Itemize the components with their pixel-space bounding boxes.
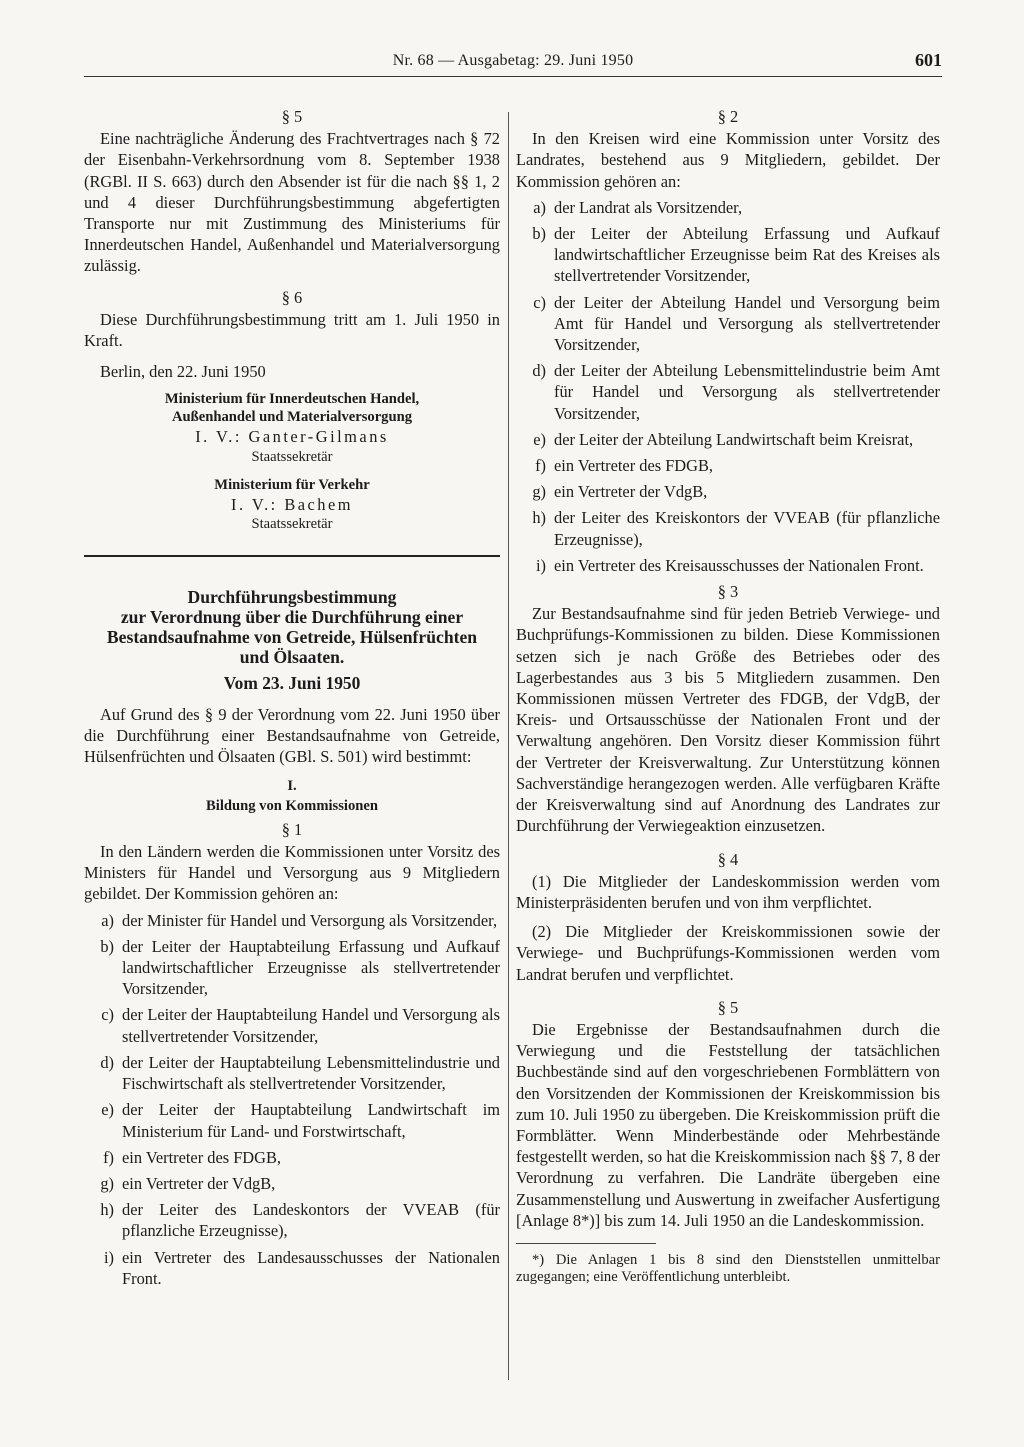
section-4-heading: § 4 xyxy=(717,849,739,869)
item-text: der Leiter der Hauptabteilung Erfassung und Aufkauf landwirtschaftlicher Erzeugnisse als stellvertretender Vorsitzender, xyxy=(122,936,500,999)
section-3-text: Zur Bestandsaufnahme sind für jeden Betrieb Verwiege- und Buchprüfungs-Kommissionen zu bilden. Diese Kommissionen setzen sich je nach Größe des Betriebes oder des Lagerbestandes aus 3 bis 5 Mitgliedern zusammen. Den Kommissionen müssen Vertreter des FDGB, der VdgB, der Kreis- und Ortsausschüsse der Nationalen Front und der Verwaltung angehören. Den Vorsitz dieser Kommission führt der Vertreter der Kreisverwaltung. Zur Unterstützung können Sachverständige herangezogen werden. Alle verfügbaren Kräfte der Kreisverwaltung sind auf Anordnung des Landrates zur Durchführung der Verwiegeaktion einzusetzen. xyxy=(516,604,940,836)
item-label: h) xyxy=(532,508,546,528)
list-item xyxy=(516,429,940,450)
footnote: *) Die Anlagen 1 bis 8 sind den Dienststellen unmittelbar zugegangen; eine Veröffentlichung unterbleibt. xyxy=(516,1251,940,1285)
column-divider xyxy=(508,112,509,1380)
section-1-heading: § 1 xyxy=(281,819,303,839)
document-date: Vom 23. Juni 1950 xyxy=(223,672,361,693)
item-text: ein Vertreter der VdgB, xyxy=(122,1173,276,1193)
list-item xyxy=(516,481,940,502)
list-item xyxy=(84,1052,500,1094)
signer-title: Staatssekretär xyxy=(251,448,333,465)
place-date: Berlin, den 22. Juni 1950 xyxy=(100,362,266,382)
title-line: und Ölsaaten. xyxy=(239,646,345,667)
section-5-heading: § 5 xyxy=(717,997,739,1017)
item-label: g) xyxy=(532,482,546,502)
signature-block-trade xyxy=(84,390,500,465)
title-line: Durchführungsbestimmung xyxy=(187,586,397,607)
item-text: der Leiter der Abteilung Erfassung und Aufkauf landwirtschaftlicher Erzeugnisse beim Rat des Kreises als stellvertretender Vorsitzender, xyxy=(554,224,940,286)
document-title xyxy=(84,587,500,667)
list-item xyxy=(84,1173,500,1194)
item-label: e) xyxy=(533,429,546,449)
item-text: der Leiter der Abteilung Lebensmittelindustrie beim Amt für Handel und Versorgung als stellvertretender Vorsitzender, xyxy=(554,361,940,423)
list-item xyxy=(84,936,500,1000)
part-title: Bildung von Kommissionen xyxy=(206,797,378,814)
item-label: a) xyxy=(101,910,114,930)
item-text: ein Vertreter des FDGB, xyxy=(554,456,714,476)
ministry-name: Ministerium für Verkehr xyxy=(214,476,370,493)
list-item xyxy=(84,1099,500,1141)
list-item xyxy=(516,292,940,356)
list-item xyxy=(516,197,940,218)
list-item xyxy=(516,360,940,424)
item-text: ein Vertreter des Landesausschusses der Nationalen Front. xyxy=(122,1247,500,1288)
list-item xyxy=(84,1147,500,1168)
item-label: f) xyxy=(535,456,546,476)
list-item xyxy=(516,455,940,476)
section-5-text: Eine nachträgliche Änderung des Frachtvertrages nach § 72 der Eisenbahn-Verkehrsordnung vom 8. September 1938 (RGBl. II S. 663) durch den Absender ist für die nach §§ 1, 2 und 4 dieser Durchführungsbestimmung abgefertigten Transporte nur mit Zustimmung des Ministeriums für Innerdeutschen Handel, Außenhandel und Materialversorgung zulässig. xyxy=(84,129,500,276)
list-item xyxy=(516,555,940,576)
issue-line: Nr. 68 — Ausgabetag: 29. Juni 1950 xyxy=(392,52,634,69)
section-2-heading: § 2 xyxy=(717,107,739,126)
list-item xyxy=(516,507,940,549)
ministry-name-cont: Außenhandel und Materialversorgung xyxy=(171,409,412,426)
item-text: der Leiter des Landeskontors der VVEAB (für pflanzliche Erzeugnisse), xyxy=(122,1200,500,1241)
item-label: c) xyxy=(101,1005,114,1025)
ministry-name: Ministerium für Innerdeutschen Handel, xyxy=(164,391,420,408)
section-1-intro: In den Ländern werden die Kommissionen unter Vorsitz des Ministers für Handel und Versorgung aus 9 Mitgliedern gebildet. Der Kommission gehören an: xyxy=(84,842,500,904)
left-column xyxy=(84,106,500,1294)
item-text: der Leiter der Hauptabteilung Lebensmittelindustrie und Fischwirtschaft als stellvertretender Vorsitzender, xyxy=(122,1052,500,1094)
item-text: ein Vertreter der VdgB, xyxy=(554,482,708,502)
item-label: b) xyxy=(532,224,546,244)
signer-name: I. V.: Bachem xyxy=(230,494,354,514)
item-label: f) xyxy=(103,1147,114,1167)
section-2-intro: In den Kreisen wird eine Kommission unter Vorsitz des Landrates, bestehend aus 9 Mitgliedern, gebildet. Der Kommission gehören an: xyxy=(516,129,940,191)
title-line: zur Verordnung über die Durchführung einer xyxy=(120,606,464,627)
signer-name: I. V.: Ganter-Gilmans xyxy=(195,427,389,447)
part-number: I. xyxy=(287,777,297,794)
item-label: b) xyxy=(100,936,114,956)
section-5-heading: § 5 xyxy=(281,107,303,126)
signature-block-transport xyxy=(84,476,500,533)
section-2-list xyxy=(516,197,940,576)
section-3-heading: § 3 xyxy=(717,582,739,602)
item-label: c) xyxy=(533,292,546,312)
item-text: der Leiter des Kreiskontors der VVEAB (für pflanzliche Erzeugnisse), xyxy=(554,508,940,549)
list-item xyxy=(516,223,940,287)
section-6-text: Diese Durchführungsbestimmung tritt am 1. Juli 1950 in Kraft. xyxy=(84,309,500,351)
section-1-list xyxy=(84,910,500,1289)
section-5-text: Die Ergebnisse der Bestandsaufnahmen durch die Verwiegung und die Feststellung der tatsächlichen Buchbestände sind auf den vorgeschriebenen Formblättern von den Vorsitzenden der Kommissionen der Kreiskommission bis zum 10. Juli 1950 zu übergeben. Die Kreiskommission prüft die Formblätter. Wenn Minderbestände oder Mehrbestände festgestellt werden, so hat die Kreiskommission nach §§ 7, 8 der Verordnung zu verfahren. Die Landräte übergeben eine Zusammenstellung und Auswertung in zweifacher Ausfertigung [Anlage 8*)] bis zum 14. Juli 1950 an die Landeskommission. xyxy=(516,1019,940,1230)
item-text: der Leiter der Hauptabteilung Landwirtschaft im Ministerium für Land- und Forstwirtschaft, xyxy=(122,1100,500,1141)
page-number: 601 xyxy=(915,50,942,70)
item-label: a) xyxy=(533,197,546,217)
item-text: ein Vertreter des Kreisausschusses der Nationalen Front. xyxy=(554,555,924,575)
title-line: Bestandsaufnahme von Getreide, Hülsenfrüchten xyxy=(106,626,478,647)
item-text: ein Vertreter des FDGB, xyxy=(122,1147,282,1167)
list-item xyxy=(84,1247,500,1289)
list-item xyxy=(84,910,500,931)
list-item xyxy=(84,1199,500,1241)
item-label: d) xyxy=(532,361,546,381)
section-divider xyxy=(84,555,500,557)
section-6-heading: § 6 xyxy=(281,287,303,307)
item-label: e) xyxy=(101,1100,114,1120)
footnote-rule xyxy=(516,1243,656,1248)
item-text: der Landrat als Vorsitzender, xyxy=(554,197,743,217)
list-item xyxy=(84,1004,500,1046)
item-text: der Leiter der Abteilung Landwirtschaft beim Kreisrat, xyxy=(554,429,914,449)
item-label: d) xyxy=(100,1052,114,1072)
item-text: der Minister für Handel und Versorgung als Vorsitzender, xyxy=(122,910,498,930)
signer-title: Staatssekretär xyxy=(251,515,333,532)
item-label: i) xyxy=(103,1247,114,1267)
preamble: Auf Grund des § 9 der Verordnung vom 22. Juni 1950 über die Durchführung einer Bestandsaufnahme von Getreide, Hülsenfrüchten und Ölsaaten (GBl. S. 501) wird bestimmt: xyxy=(84,705,500,767)
item-label: i) xyxy=(535,555,546,575)
right-column xyxy=(516,106,940,1286)
section-4-para-2: (2) Die Mitglieder der Kreiskommissionen sowie der Verwiege- und Buchprüfungs-Kommissionen werden vom Landrat berufen und verpflichtet. xyxy=(516,922,940,984)
section-4-para-1: (1) Die Mitglieder der Landeskommission werden vom Ministerpräsidenten berufen und von ihm verpflichtet. xyxy=(516,871,940,912)
item-label: h) xyxy=(100,1200,114,1220)
item-label: g) xyxy=(100,1173,114,1193)
item-text: der Leiter der Abteilung Handel und Versorgung beim Amt für Handel und Versorgung als stellvertretender Vorsitzender, xyxy=(554,292,940,355)
page-header xyxy=(84,50,942,77)
item-text: der Leiter der Hauptabteilung Handel und Versorgung als stellvertretender Vorsitzender, xyxy=(122,1005,500,1046)
